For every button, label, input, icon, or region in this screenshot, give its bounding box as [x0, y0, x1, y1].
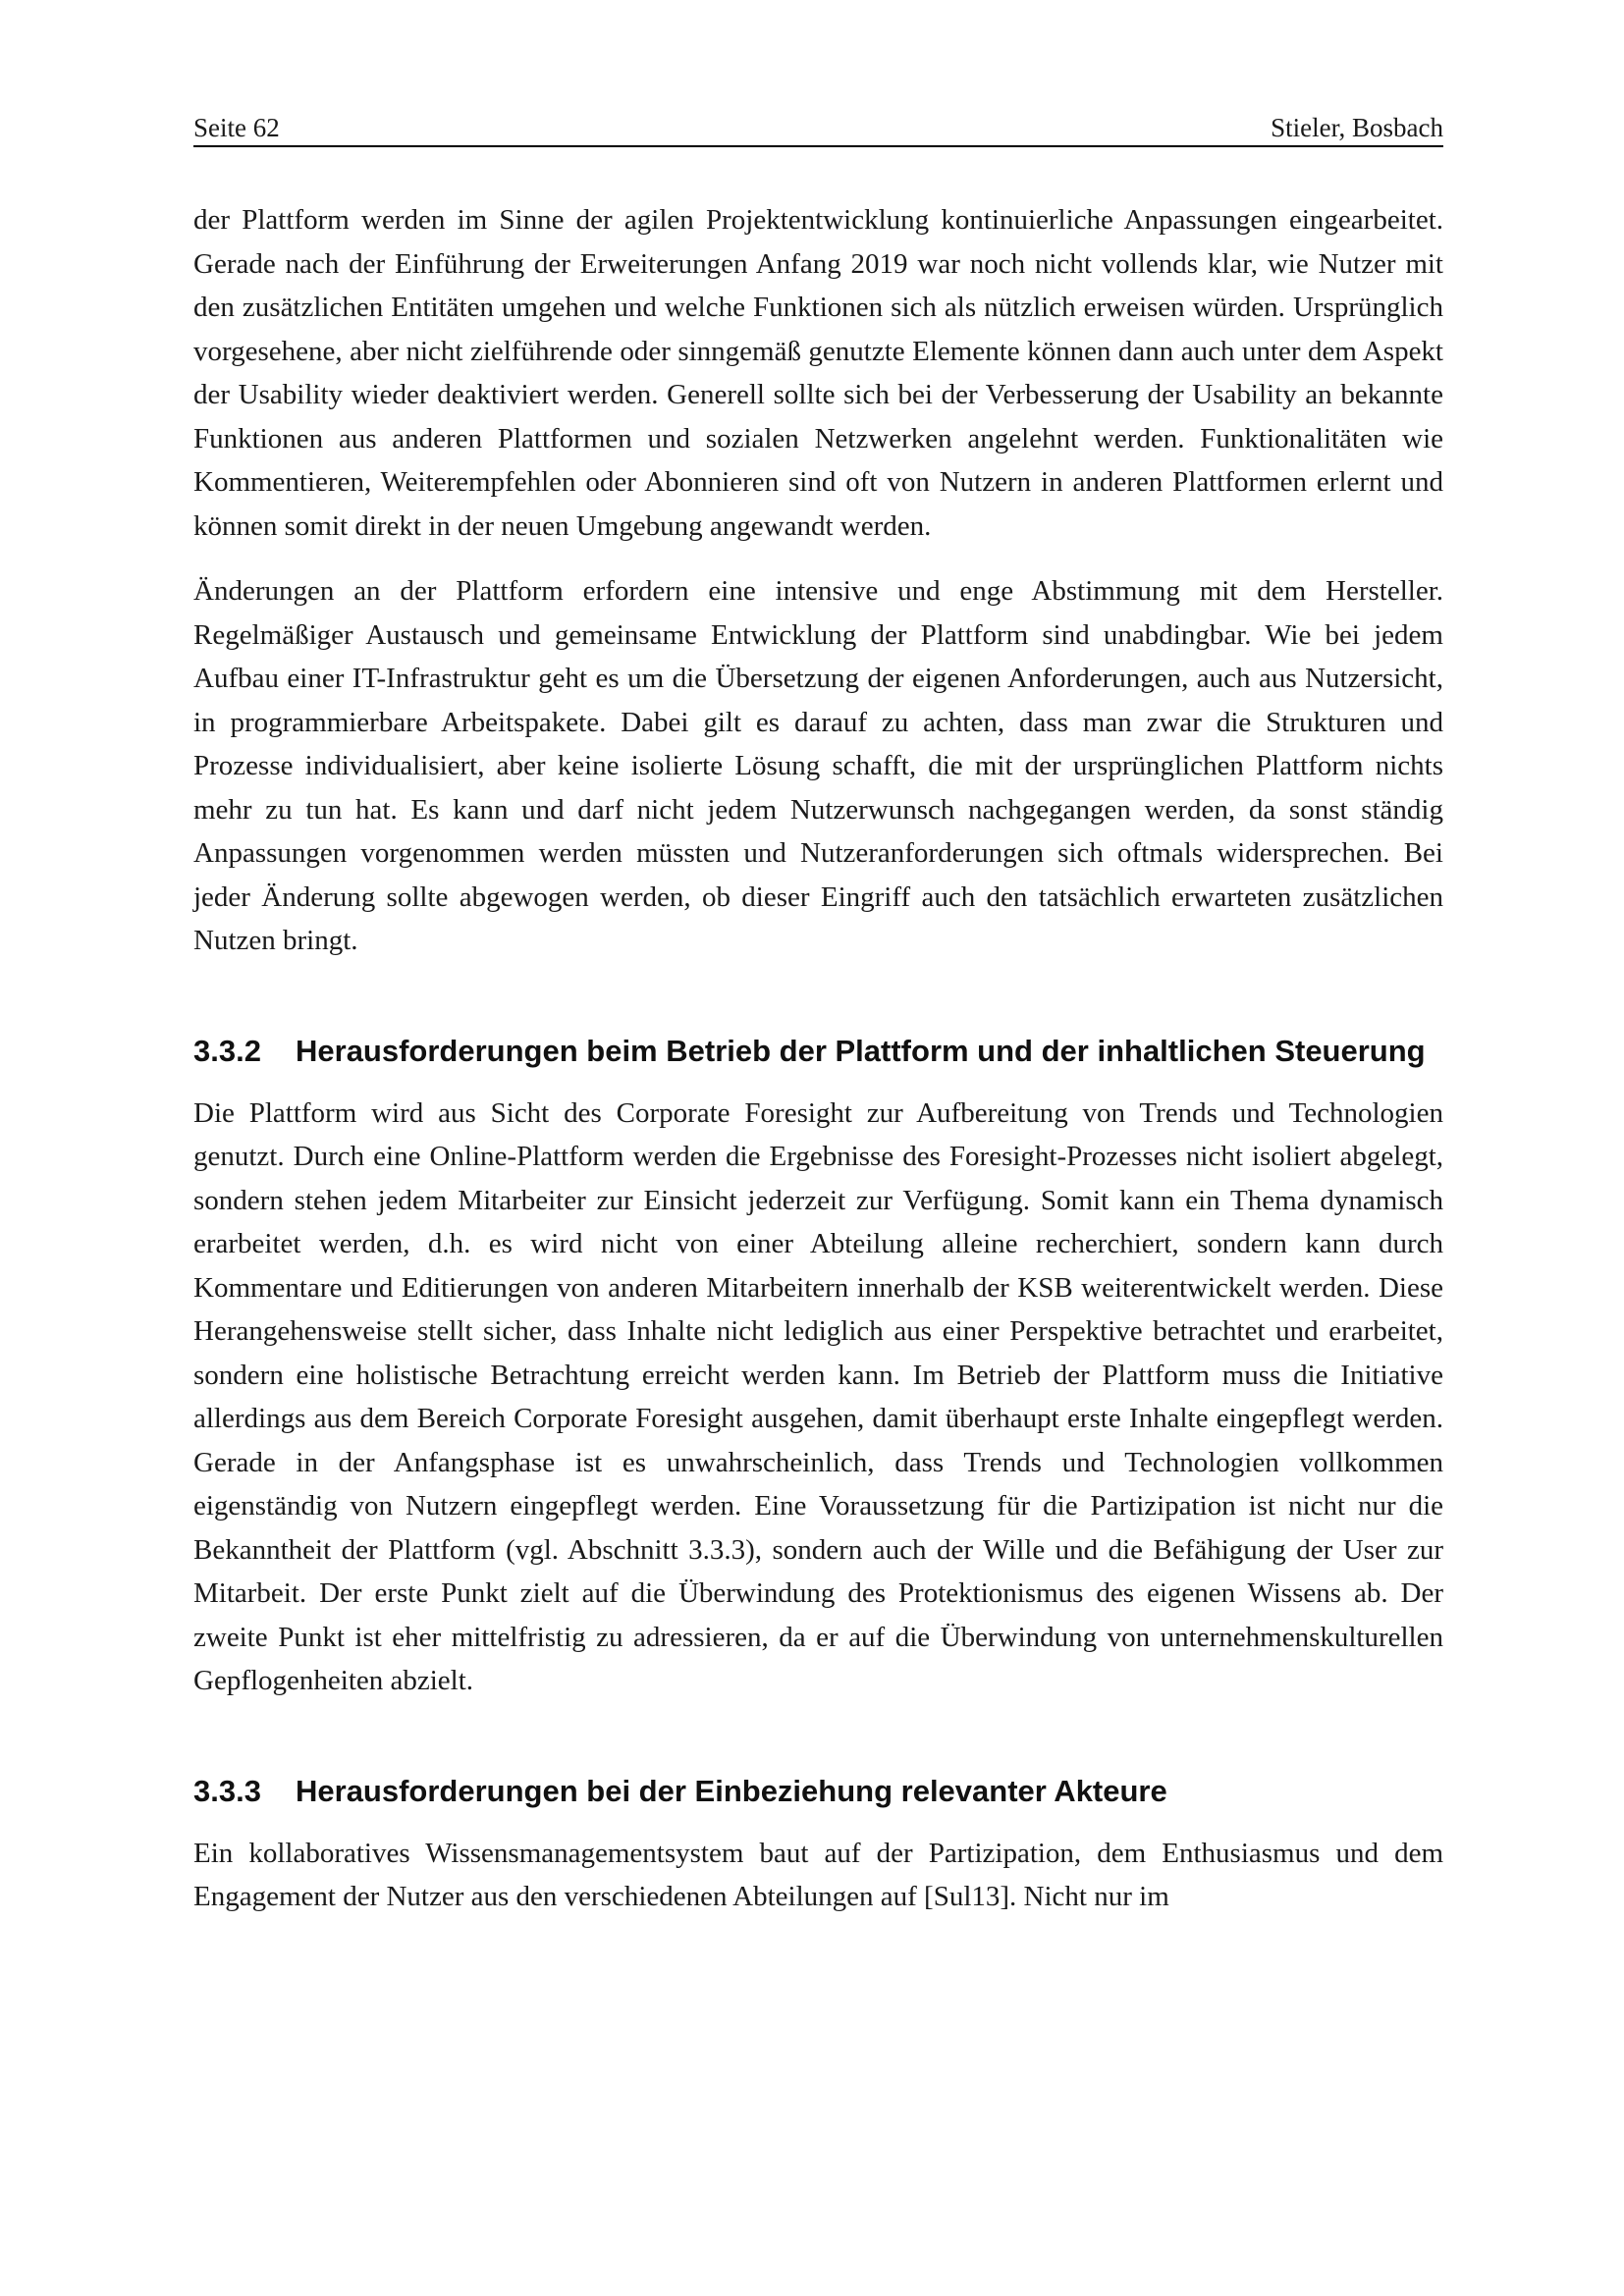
body-text	[193, 198, 1443, 1919]
section-heading-3-3-3	[193, 1770, 1443, 1812]
running-header	[193, 110, 1443, 147]
paragraph-vendor-coordination: Änderungen an der Plattform erfordern eine intensive und enge Abstimmung mit dem Hersteller. Regelmäßiger Austausch und gemeinsame Entwicklung der Plattform sind unabdingbar. Wie bei jedem Aufbau einer IT-Infrastruktur geht es um die Übersetzung der eigenen Anforderungen, auch aus Nutzersicht, in programmierbare Arbeitspakete. Dabei gilt es darauf zu achten, dass man zwar die Strukturen und Prozesse individualisiert, aber keine isolierte Lösung schafft, die mit der ursprünglichen Plattform nichts mehr zu tun hat. Es kann und darf nicht jedem Nutzerwunsch nachgegangen werden, da sonst ständig Anpassungen vorgenommen werden müssten und Nutzeranforderungen sich oftmals widersprechen. Bei jeder Änderung sollte abgewogen werden, ob dieser Eingriff auch den tatsächlich erwarteten zusätzlichen Nutzen bringt.	[193, 575, 1443, 956]
page-number-label: Seite 62	[193, 113, 280, 142]
section-title: Herausforderungen bei der Einbeziehung relevanter Akteure	[296, 1773, 1167, 1808]
paragraph-stakeholder-involvement: Ein kollaboratives Wissensmanagementsystem baut auf der Partizipation, dem Enthusiasmus und dem Engagement der Nutzer aus den verschiedenen Abteilungen auf [Sul13]. Nicht nur im	[193, 1837, 1443, 1912]
section-heading-3-3-2	[193, 1030, 1443, 1072]
section-number: 3.3.2	[193, 1033, 261, 1068]
section-title: Herausforderungen beim Betrieb der Plattform und der inhaltlichen Steuerung	[296, 1033, 1426, 1068]
author-names: Stieler, Bosbach	[1271, 113, 1443, 142]
section-number: 3.3.3	[193, 1773, 261, 1808]
paragraph-platform-operation: Die Plattform wird aus Sicht des Corporate Foresight zur Aufbereitung von Trends und Technologien genutzt. Durch eine Online-Plattform werden die Ergebnisse des Foresight-Prozesses nicht isoliert abgelegt, sondern stehen jedem Mitarbeiter zur Einsicht jederzeit zur Verfügung. Somit kann ein Thema dynamisch erarbeitet werden, d.h. es wird nicht von einer Abteilung alleine recherchiert, sondern kann durch Kommentare und Editierungen von anderen Mitarbeitern innerhalb der KSB weiterentwickelt werden. Diese Herangehensweise stellt sicher, dass Inhalte nicht lediglich aus einer Perspektive betrachtet und erarbeitet, sondern eine holistische Betrachtung erreicht werden kann. Im Betrieb der Plattform muss die Initiative allerdings aus dem Bereich Corporate Foresight ausgehen, damit überhaupt erste Inhalte eingepflegt werden. Gerade in der Anfangsphase ist es unwahrscheinlich, dass Trends und Technologien vollkommen eigenständig von Nutzern eingepflegt werden. Eine Voraussetzung für die Partizipation ist nicht nur die Bekanntheit der Plattform (vgl. Abschnitt 3.3.3), sondern auch der Wille und die Befähigung der User zur Mitarbeit. Der erste Punkt zielt auf die Überwindung des Protektionismus des eigenen Wissens ab. Der zweite Punkt ist eher mittelfristig zu adressieren, da er auf die Überwindung von unternehmenskulturellen Gepflogenheiten abzielt.	[193, 1096, 1443, 1696]
paragraph-agile-adjustments: der Plattform werden im Sinne der agilen Projektentwicklung kontinuierliche Anpassungen eingearbeitet. Gerade nach der Einführung der Erweiterungen Anfang 2019 war noch nicht vollends klar, wie Nutzer mit den zusätzlichen Entitäten umgehen und welche Funktionen sich als nützlich erweisen würden. Ursprünglich vorgesehene, aber nicht zielführende oder sinngemäß genutzte Elemente können dann auch unter dem Aspekt der Usability wieder deaktiviert werden. Generell sollte sich bei der Verbesserung der Usability an bekannte Funktionen aus anderen Plattformen und sozialen Netzwerken angelehnt werden. Funktionalitäten wie Kommentieren, Weiterempfehlen oder Abonnieren sind oft von Nutzern in anderen Plattformen erlernt und können somit direkt in der neuen Umgebung angewandt werden.	[193, 204, 1443, 542]
